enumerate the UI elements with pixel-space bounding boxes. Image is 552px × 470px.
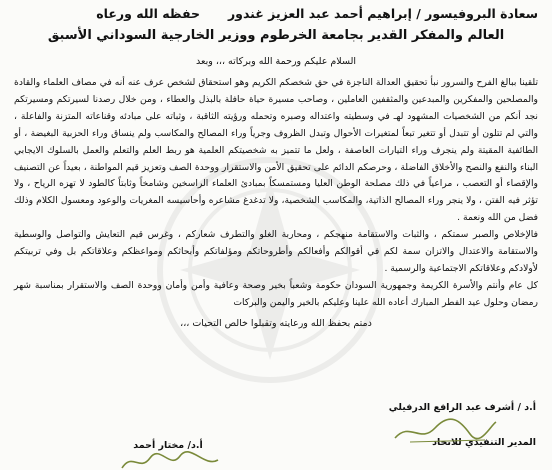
signature-scribble xyxy=(390,416,500,446)
recipient-line xyxy=(14,4,538,24)
closing-line: دمتم بحفظ الله ورعايته وتقبلوا خالص التحيات ،،، xyxy=(180,317,372,329)
paragraph-2: فالإخلاص والصبر سمتكم ، والثبات والاستقامة منهجكم ، ومحاربة الغلو والتطرف شعاركم ، وغرس قيم التعايش والتواصل والوسطية والاستقامة والاعتدال والاتزان سمة لكم في أقوالكم وأفعالكم وأطروحاتكم ومؤلفاتكم وأبحاثكم ومواعظكم وعلاقاتكم بل وفي تربيتكم لأولادكم وعلاقاتكم الاجتماعية والرسمية . xyxy=(14,229,538,274)
signatory-left-name: أ.د/ مختار أحمد xyxy=(133,440,203,451)
recipient-title: سعادة البروفيسور / إبراهيم أحمد عبد العزيز غندور xyxy=(227,6,538,21)
signatory-right-title: المدير التنفيذي للاتحاد xyxy=(432,437,536,448)
honorific: حفظه الله ورعاه xyxy=(96,6,200,21)
signature-block-right xyxy=(376,402,536,448)
signatory-right-name: أ.د / أشرف عبد الرافع الدرفيلي xyxy=(388,402,536,413)
signature-block-left xyxy=(108,440,228,451)
paragraph-1: تلقينا ببالغ الفرح والسرور نبأ تحقيق العدالة الناجزة في حق شخصكم الكريم وهو استحقاق لشخص عرف عنه أنه في مصاف العلماء والقادة والمصلحين والمفكرين والمبدعين والمثقفين العاملين ، وصاحب مسيرة حياة حافلة بالبذل والعطاء ، ومن خلال رصدنا لسيرتكم ومسيرتكم نجد أنكم من الشخصيات المشهود لهـ في وسطيته واعتداله وصبره وتحمله ورؤيته الثاقبة ، وثباته على مبادئه وقناعاته المتزنة والفاعلة ، والتي لم تتلون أو تتبدل أو تتغير تبعاً لمتغيرات الأحوال وتبدل الظروف وجرياً وراء المصالح والمكاسب ولم ينساق وراء الحزبية البغيضة ، أو الطائفية المقيتة ولم ينجرف وراء التيارات العاصفة ، ولعل ما تتميز به شخصيتكم العلمية هو ربط العلم والتعلم والعمل بالسلوك الايجابي البناء والنفع والنصح والأخلاق الفاضلة ، وحرصكم الدائم على تحقيق الأمن والاستقرار ووحدة الصف وتعزيز قيم المواطنة ، بعيداً عن التصنيف والإقصاء أو التعصب ، مراعياً في ذلك مصلحة الوطن العليا ومستمسكاً بمبادئ العلماء الراسخين وشامخاً وثابتاً كالطود لا تهزه الرياح ، ولا تؤثر فيه الفتن ، ولا ينجر وراء المصالح الذاتية، والمكاسب الشخصية، ولا تدغدغ مشاعره وأحاسيسه المغريات والوعود ومعسول الكلام وذلك فضل من الله ونعمة . xyxy=(14,77,538,224)
recipient-subtitle: العالم والمفكر القدير بجامعة الخرطوم ووزير الخارجية السوداني الأسبق xyxy=(47,28,505,43)
letter-body xyxy=(14,4,538,331)
paragraph-3: كل عام وأنتم والأسرة الكريمة وجمهورية السودان حكومة وشعباً بخير وصحة وعافية وأمن وأمان ووحدة الصف والاستقرار بمناسبة شهر رمضان وحلول عيد الفطر المبارك أعاده الله علينا وعليكم بالخير واليمن والبركات xyxy=(14,279,538,308)
greeting: السلام عليكم ورحمة الله وبركاته ،،، وبعد xyxy=(196,56,356,67)
signature-scribble-left xyxy=(114,450,224,470)
